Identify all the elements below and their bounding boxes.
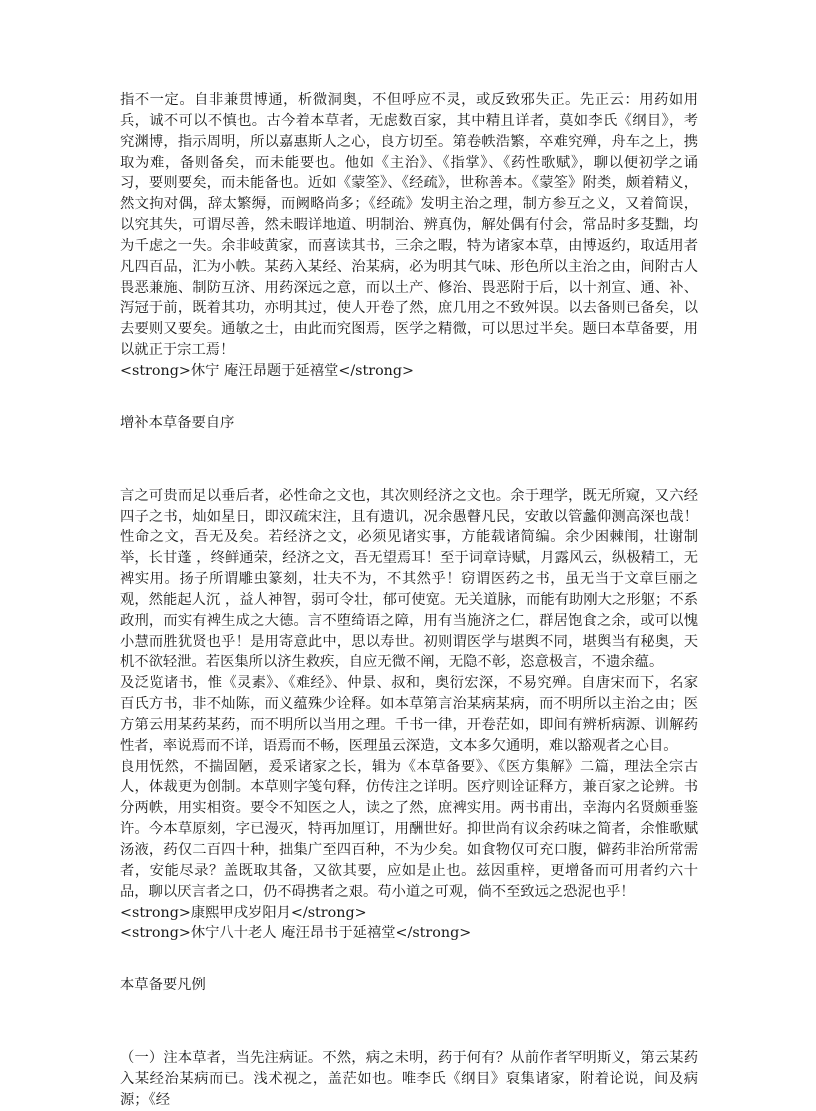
section-title-general-rules: 本草备要凡例 (120, 977, 206, 994)
preface-continuation-paragraph: 指不一定。自非兼贯博通，析微洞奥，不但呼应不灵，或反致邪失正。先正云：用药如用兵，诚不可以不慎也。古今着本草者，无虑数百家，其中精且详者，莫如李氏《纲目》，考究渊博，指示周明，所以嘉惠斯人之心，良方切至。第卷帙浩繁，卒难究殚，舟车之上，携取为难，备则备矣，而未能要也。他如《主治》、《指掌》、《药性歌赋》，聊以便初学之诵习，要则要矣，而未能备也。近如《蒙筌》、《经疏》，世称善本。《蒙筌》附类，颇着精义，然文拘对偶，辞太繁缛，而阙略尚多；《经疏》发明主治之理，制方参互之义，又着简误，以究其失，可谓尽善，然未暇详地道、明制治、辨真伪，解处偶有付会，常品时多芟黜，均为千虑之一失。余非岐黄家，而喜读其书，三余之暇，特为诸家本草，由博返约，取适用者凡四百品，汇为小帙。某药入某经、治某病，必为明其气味、形色所以主治之由，间附古人畏恶兼施、制防互济、用药深远之意，而以土产、修治、畏恶附于后，以十剂宣、通、补、泻冠于前，既着其功，亦明其过，使人开卷了然，庶几用之不致舛误。以去备则已备矣，以去要则又要矣。通敏之士，由此而究图焉，医学之精微，可以思过半矣。题曰本草备要，用以就正于宗工焉！ (120, 92, 698, 359)
spacer (120, 996, 698, 1048)
self-preface-signature-date: <strong>康熙甲戌岁阳月</strong> (120, 904, 367, 921)
spacer (120, 434, 698, 486)
spacer (120, 382, 698, 413)
self-preface-paragraph-1: 言之可贵而足以垂后者，必性命之文也，其次则经济之文也。余于理学，既无所窥，又六经四子之书，灿如星日，即汉疏宋注，且有遗讥，况余愚瞽凡民，安敢以管蠡仰测高深也哉！性命之文，吾无及矣。若经济之文，必须见诸实事，方能载诸简编。余少困棘闱，壮谢制举，长甘蓬 ，终鲜通荣，经济之文，吾无望焉耳！至于词章诗赋，月露风云，纵极精工，无裨实用。扬子所谓雕虫篆刻，壮夫不为，不其然乎！窃谓医药之书，虽无当于文章巨丽之观，然能起人沉 ，益人神智，弱可令壮，郁可使宽。无关道脉，而能有助刚大之形躯；不系政刑，而实有裨生成之大德。言不堕绮语之障，用有当施济之仁，群居饱食之余，或可以愧小慧而胜犹贤也乎！是用寄意此中，思以寿世。初则谓医学与堪舆不同，堪舆当有秘奥，天机不欲轻泄。若医集所以济生救疾，自应无微不阐，无隐不彰，恣意极言，不遗余蕴。 (120, 487, 698, 671)
self-preface-paragraph-3: 良用怃然，不揣固陋，爰采诸家之长，辑为《本草备要》、《医方集解》二篇，理法全宗古人，体裁更为创制。本草则字笺句释，仿传注之详明。医疗则诠证释方，兼百家之论辨。书分两帙，用实相资。要令不知医之人，读之了然，庶裨实用。两书甫出，幸海内名贤颇垂鉴许。今本草原刻，字已漫灭，特再加厘订，用酬世好。抑世尚有议余药味之简者，余惟歌赋汤液，药仅二百四十种，拙集广至四百种，不为少矣。如食物仅可充口腹，僻药非治所常需者，安能尽录？盖既取其备，又欲其要，应如是止也。兹因重梓，更增备而可用者约六十品，聊以厌言者之口，仍不碍携者之艰。苟小道之可观，倘不至致远之恐泥也乎！ (120, 758, 698, 900)
self-preface-signature-author: <strong>休宁八十老人 庵汪昂书于延禧堂</strong> (120, 925, 472, 942)
section-title-self-preface: 增补本草备要自序 (120, 414, 235, 431)
spacer (120, 944, 698, 975)
self-preface-paragraph-2: 及泛览诸书，惟《灵素》、《难经》、仲景、叔和，奥衍宏深，不易究殚。自唐宋而下，名家百氏方书，非不灿陈，而义蕴殊少诠释。如本草第言治某病某病，而不明所以主治之由；医方第云用某药某药，而不明所以当用之理。千书一律，开卷茫如，即间有辨析病源、训解药性者，率说焉而不详，语焉而不畅，医理虽云深造，文本多欠通明，难以豁观者之心目。 (120, 675, 698, 754)
preface-signature: <strong>休宁 庵汪昂题于延禧堂</strong> (120, 362, 415, 379)
general-rules-item-1: （一）注本草者，当先注病证。不然，病之未明，药于何有？从前作者罕明斯义，第云某药入某经治某病而已。浅术视之，盖茫如也。唯李氏《纲目》裒集诸家，附着论说，间及病源；《经 (120, 1050, 698, 1108)
document-page (120, 90, 698, 1111)
